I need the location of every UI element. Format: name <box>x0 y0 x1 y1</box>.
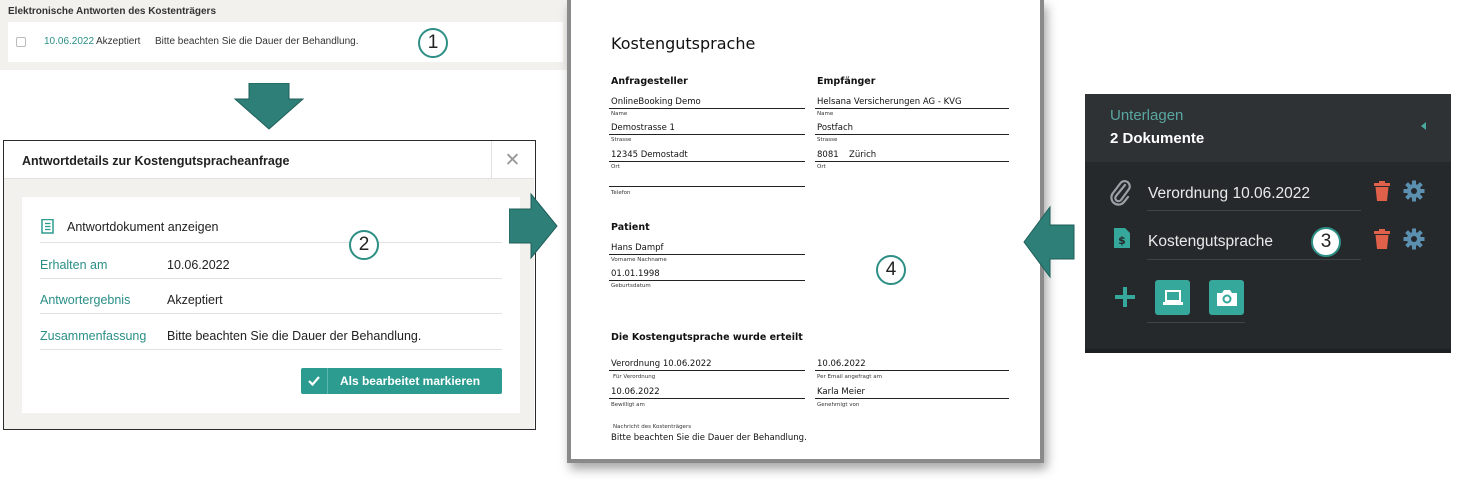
document-item-verordnung[interactable]: Verordnung 10.06.2022 <box>1148 185 1311 202</box>
document-item-kostengutsprache[interactable]: Kostengutsprache <box>1148 233 1273 250</box>
caption: Telefon <box>611 190 631 196</box>
close-icon[interactable]: ✕ <box>491 141 533 179</box>
patient-name: Hans Dampf <box>611 243 664 253</box>
divider <box>1147 322 1245 323</box>
document-icon <box>41 219 55 234</box>
caption: Ort <box>611 164 620 170</box>
caption: Name <box>611 111 628 117</box>
caption: Ort <box>817 164 826 170</box>
result-heading: Die Kostengutsprache wurde erteilt <box>611 332 803 343</box>
response-row-date[interactable]: 10.06.2022 <box>44 36 95 47</box>
documents-count: 2 Dokumente <box>1110 130 1205 147</box>
recipient-city: Zürich <box>849 150 877 160</box>
result-label: Antwortergebnis <box>40 293 131 307</box>
divider <box>609 398 805 399</box>
recipient-street: Postfach <box>817 123 854 133</box>
mark-as-processed-button[interactable] <box>301 368 502 394</box>
trash-icon[interactable] <box>1373 180 1391 202</box>
step-badge-1: 1 <box>418 28 448 58</box>
divider <box>609 186 805 187</box>
documents-panel <box>1085 94 1451 353</box>
request-date: 10.06.2022 <box>817 359 866 369</box>
caption: Per Email angefragt am <box>817 374 882 380</box>
arrow-down-icon <box>233 83 305 131</box>
prescription-ref: Verordnung 10.06.2022 <box>611 359 712 369</box>
divider <box>815 370 1009 371</box>
trash-icon[interactable] <box>1373 228 1391 250</box>
recipient-heading: Empfänger <box>817 76 876 87</box>
divider <box>40 349 502 350</box>
camera-button[interactable] <box>1209 280 1244 315</box>
approved-date: 10.06.2022 <box>611 387 660 397</box>
divider <box>815 398 1009 399</box>
documents-subtitle: Unterlagen <box>1110 107 1184 124</box>
response-row-checkbox[interactable] <box>16 37 26 47</box>
insurer-message: Bitte beachten Sie die Dauer der Behandlung. <box>611 433 807 443</box>
checkmark-icon <box>301 368 328 394</box>
divider <box>1147 210 1361 211</box>
recipient-zip: 8081 <box>817 150 839 160</box>
sender-city: 12345 Demostadt <box>611 150 688 160</box>
divider <box>815 108 1009 109</box>
document-preview <box>567 0 1044 463</box>
approver-name: Karla Meier <box>817 387 866 397</box>
caption: Für Verordnung <box>613 374 656 380</box>
divider <box>609 108 805 109</box>
received-label: Erhalten am <box>40 258 108 272</box>
caption: Bewilligt am <box>611 402 645 408</box>
collapse-icon[interactable] <box>1421 122 1426 130</box>
divider <box>609 370 805 371</box>
caption: Strasse <box>817 137 838 143</box>
response-row-summary: Bitte beachten Sie die Dauer der Behandlung. <box>155 36 359 47</box>
divider <box>609 161 805 162</box>
divider <box>609 134 805 135</box>
sender-street: Demostrasse 1 <box>611 123 675 133</box>
divider <box>815 134 1009 135</box>
step-badge-3: 3 <box>1311 227 1341 257</box>
arrow-right-icon <box>509 192 559 260</box>
dialog-title: Antwortdetails zur Kostengutspracheanfrage <box>22 154 290 168</box>
divider <box>609 254 805 255</box>
caption: Genehmigt von <box>817 402 860 408</box>
caption: Nachricht des Kostenträgers <box>613 424 692 430</box>
laptop-icon <box>1162 289 1184 307</box>
step-badge-4: 4 <box>876 255 906 285</box>
divider <box>1147 259 1361 260</box>
patient-birthdate: 01.01.1998 <box>611 269 660 279</box>
mark-as-processed-label: Als bearbeitet markieren <box>339 374 481 388</box>
arrow-left-icon <box>1022 205 1076 279</box>
gear-icon[interactable] <box>1403 180 1425 202</box>
recipient-name: Helsana Versicherungen AG - KVG <box>817 97 962 107</box>
responses-list-title: Elektronische Antworten des Kostenträgers <box>8 6 217 17</box>
divider <box>40 278 502 279</box>
show-response-document-link[interactable]: Antwortdokument anzeigen <box>67 220 219 234</box>
responses-list-panel <box>0 0 570 70</box>
gear-icon[interactable] <box>1403 228 1425 250</box>
add-icon[interactable] <box>1114 286 1136 308</box>
scan-computer-button[interactable] <box>1155 280 1190 315</box>
caption: Geburtsdatum <box>611 283 651 289</box>
caption: Vorname Nachname <box>611 257 667 263</box>
response-row-status: Akzeptiert <box>96 36 141 47</box>
paperclip-icon <box>1110 179 1132 207</box>
divider <box>40 313 502 314</box>
divider <box>609 280 805 281</box>
document-title: Kostengutsprache <box>611 34 756 53</box>
summary-value: Bitte beachten Sie die Dauer der Behandlung. <box>167 329 422 343</box>
caption: Name <box>817 111 834 117</box>
sender-name: OnlineBooking Demo <box>611 97 701 107</box>
camera-icon <box>1216 289 1238 307</box>
divider <box>1085 349 1451 353</box>
divider <box>815 161 1009 162</box>
sender-heading: Anfragesteller <box>611 76 688 87</box>
received-value: 10.06.2022 <box>167 258 230 272</box>
response-details-dialog <box>3 140 536 430</box>
svg-text:$: $ <box>1118 234 1126 247</box>
caption: Strasse <box>611 137 632 143</box>
step-badge-2: 2 <box>349 230 379 260</box>
result-value: Akzeptiert <box>167 293 223 307</box>
patient-heading: Patient <box>611 222 650 233</box>
divider <box>40 242 502 243</box>
document-dollar-icon <box>1113 227 1131 249</box>
summary-label: Zusammenfassung <box>40 329 147 343</box>
documents-header[interactable] <box>1085 94 1451 162</box>
